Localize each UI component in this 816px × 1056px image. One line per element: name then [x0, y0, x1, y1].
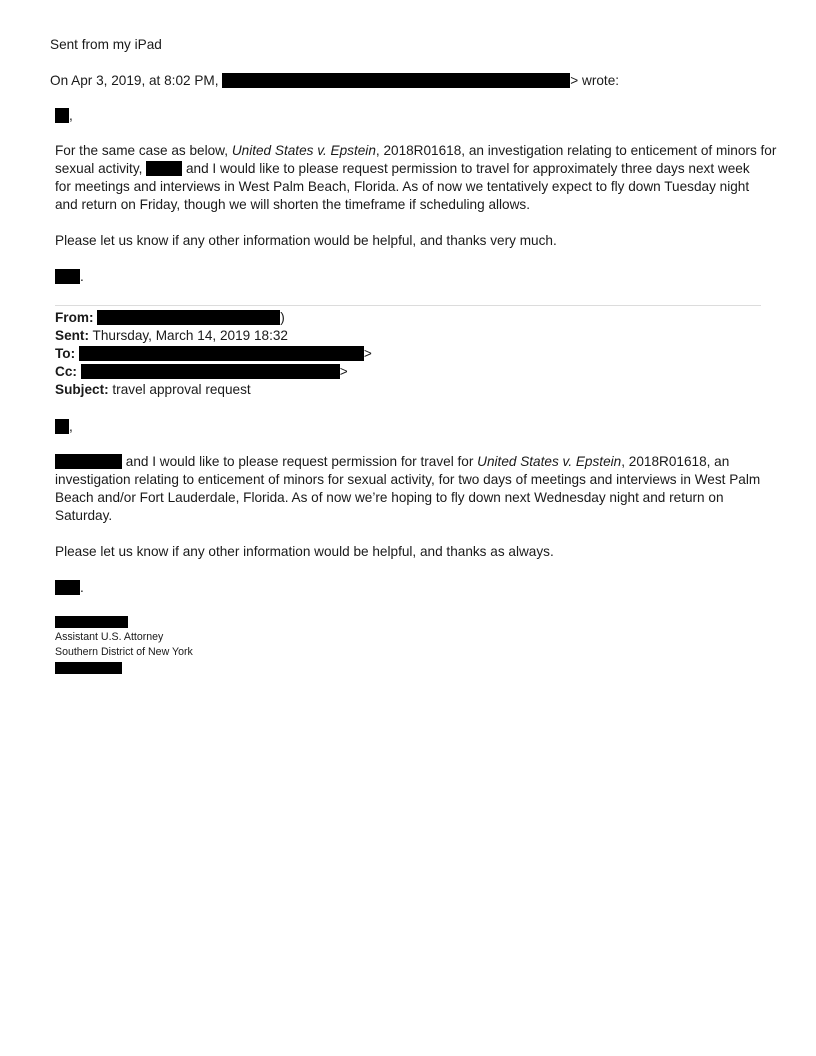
email1-p1-line3: for meetings and interviews in West Palm Beach, Florida. As of now we tentatively expect to fly down Tuesday night	[55, 179, 750, 194]
signature-office: Southern District of New York	[55, 646, 193, 658]
redaction-to	[79, 346, 364, 361]
cc-line: Cc: >	[55, 364, 348, 379]
redaction-recipient-name	[55, 108, 69, 123]
redaction-cc	[81, 364, 340, 379]
redaction-recipient-name	[55, 419, 69, 434]
redaction-signer-contact	[55, 662, 122, 674]
sent-line: Sent: Thursday, March 14, 2019 18:32	[55, 328, 288, 343]
email2-paragraph-1	[55, 453, 760, 525]
case-name: United States v. Epstein	[231, 143, 376, 158]
redaction-colleague-name	[146, 161, 182, 176]
email1-p1-line4: and return on Friday, though we will shorten the timeframe if scheduling allows.	[55, 197, 531, 212]
email2-p1-line3: Beach and/or Fort Lauderdale, Florida. As of now we’re hoping to fly down next Wednesday night and return on	[55, 490, 724, 505]
redaction-colleague-name	[55, 454, 122, 469]
email2-p1-line2: investigation relating to enticement of minors for sexual activity, for two days of meetings and interviews in West Palm	[55, 472, 761, 487]
redaction-from	[97, 310, 280, 325]
redaction-signer-name	[55, 616, 128, 628]
email2-header	[55, 309, 372, 399]
email2-paragraph-2: Please let us know if any other information would be helpful, and thanks as always.	[55, 544, 554, 559]
email2-p1-line1: and I would like to please request permission for travel for United States v. Epstein, 2018R01618, an	[55, 453, 760, 471]
reply-header-line: On Apr 3, 2019, at 8:02 PM, > wrote:	[50, 73, 620, 88]
signature-title: Assistant U.S. Attorney	[55, 631, 164, 643]
email2-salutation: ,	[55, 418, 73, 436]
sent-from-line: Sent from my iPad	[50, 37, 162, 52]
email1-paragraph-2: Please let us know if any other information would be helpful, and thanks very much.	[55, 233, 557, 248]
email1-p1-line1: For the same case as below, United States v. Epstein, 2018R01618, an investigation relating to enticement of minors for	[55, 143, 777, 158]
email1-salutation: ,	[55, 107, 73, 125]
email1-p1-line2: sexual activity, and I would like to please request permission to travel for approximately three days next week	[55, 161, 750, 176]
subject-line: Subject: travel approval request	[55, 382, 251, 397]
redaction-sender-email	[222, 73, 570, 88]
email2-closing: .	[55, 579, 84, 597]
redaction-signer-initials	[55, 269, 80, 284]
message-separator	[55, 305, 761, 306]
case-name: United States v. Epstein	[477, 454, 622, 469]
from-line: From: )	[55, 310, 285, 325]
email2-p1-line4: Saturday.	[55, 508, 113, 523]
email1-paragraph-1	[55, 142, 776, 214]
redaction-signer-initials	[55, 580, 80, 595]
to-line: To: >	[55, 346, 372, 361]
email1-closing: .	[55, 268, 84, 286]
